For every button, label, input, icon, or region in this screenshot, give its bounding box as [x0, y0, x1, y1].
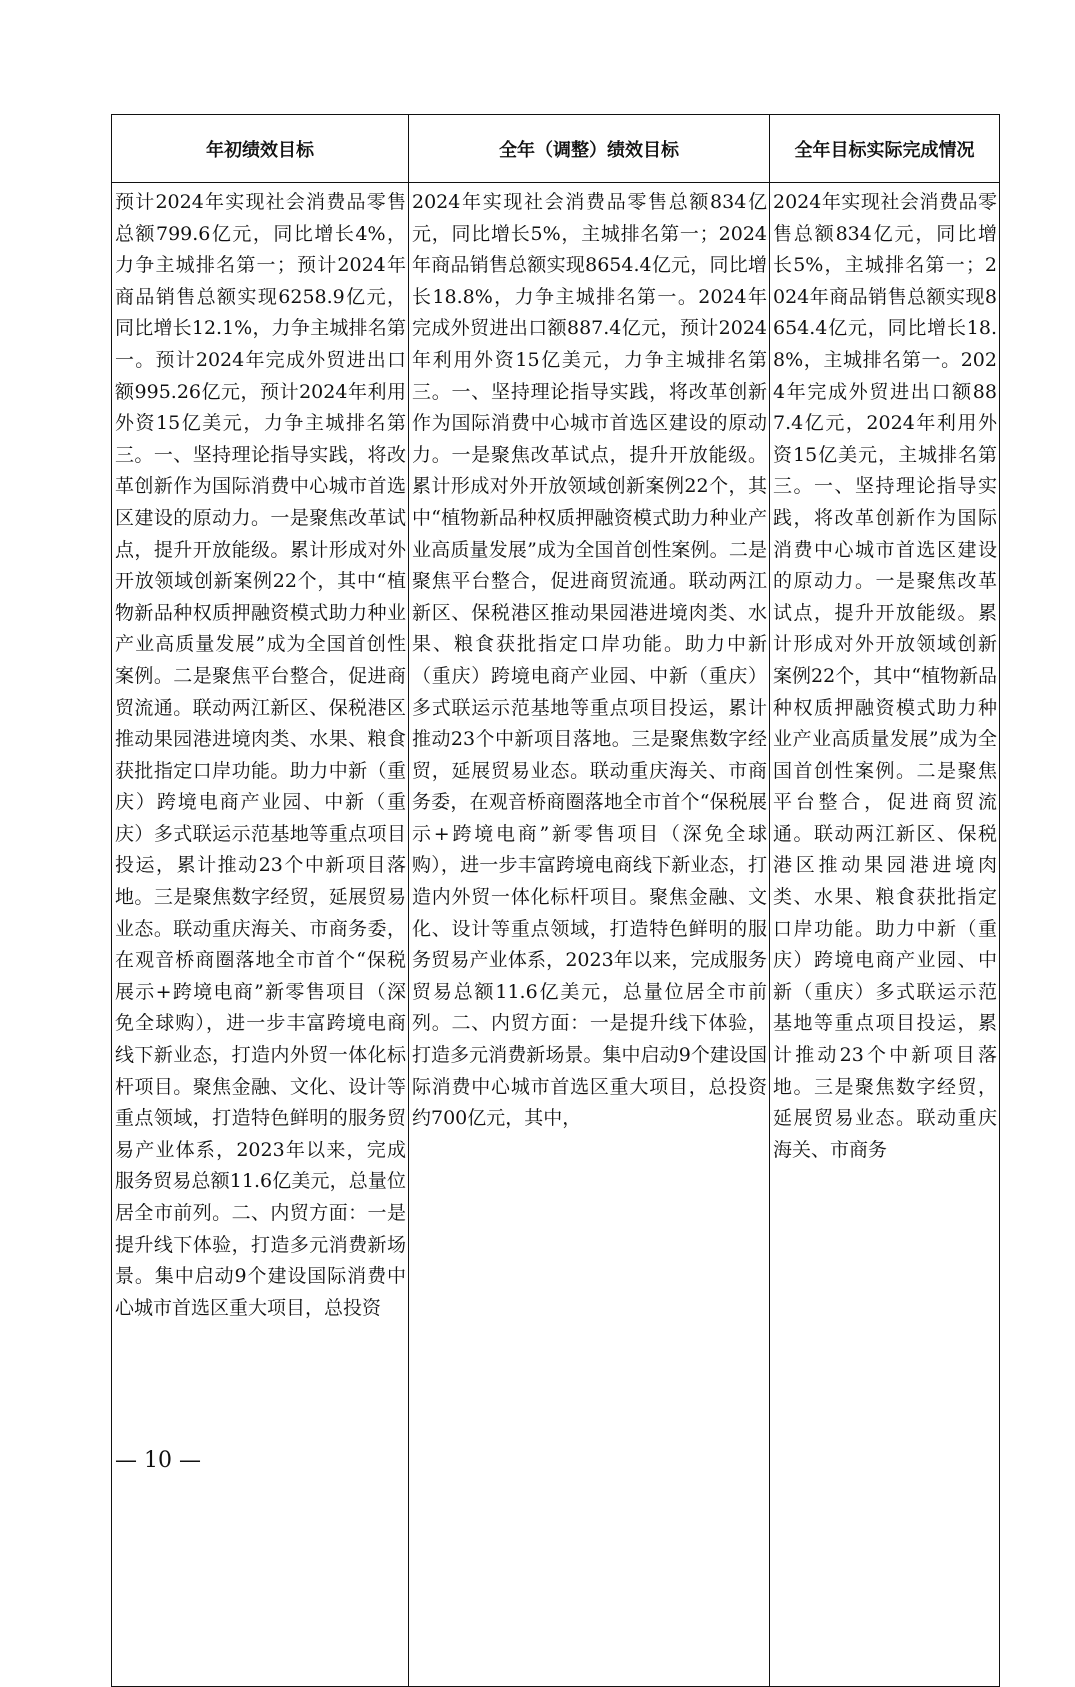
cell-adjusted-target: 2024年实现社会消费品零售总额834亿元，同比增长5%，主城排名第一；2024年商品销售总额实现8654.4亿元，同比增长18.8%，力争主城排名第一。2024年完成外贸进出口额887.4亿元，预计2024年利用外资15亿美元，力争主城排名第三。一、坚持理论指导实践，将改革创新作为国际消费中心城市首选区建设的原动力。一是聚焦改革试点，提升开放能级。累计形成对外开放领域创新案例22个，其中“植物新品种权质押融资模式助力种业产业高质量发展”成为全国首创性案例。二是聚焦平台整合，促进商贸流通。联动两江新区、保税港区推动果园港进境肉类、水果、粮食获批指定口岸功能。助力中新（重庆）跨境电商产业园、中新（重庆）多式联运示范基地等重点项目投运，累计推动23个中新项目落地。三是聚焦数字经贸，延展贸易业态。联动重庆海关、市商务委，在观音桥商圈落地全市首个“保税展示+跨境电商”新零售项目（深免全球购），进一步丰富跨境电商线下新业态，打造内外贸一体化标杆项目。聚焦金融、文化、设计等重点领域，打造特色鲜明的服务贸易产业体系，2023年以来，完成服务贸易总额11.6亿美元，总量位居全市前列。二、内贸方面：一是提升线下体验，打造多元消费新场景。集中启动9个建设国际消费中心城市首选区重大项目，总投资约700亿元，其中， [409, 183, 770, 1687]
header-adjusted-target: 全年（调整）绩效目标 [409, 115, 770, 183]
page-number: — 10 — [115, 1448, 201, 1473]
performance-target-table [111, 114, 1000, 1687]
table-header-row [112, 115, 1000, 183]
table-row [112, 183, 1000, 1687]
header-initial-target: 年初绩效目标 [112, 115, 409, 183]
cell-actual-completion: 2024年实现社会消费品零售总额834亿元，同比增长5%，主城排名第一；2024年商品销售总额实现8654.4亿元，同比增长18.8%，主城排名第一。2024年完成外贸进出口额887.4亿元，2024年利用外资15亿美元，主城排名第三。一、坚持理论指导实践，将改革创新作为国际消费中心城市首选区建设的原动力。一是聚焦改革试点，提升开放能级。累计形成对外开放领域创新案例22个，其中“植物新品种权质押融资模式助力种业产业高质量发展”成为全国首创性案例。二是聚焦平台整合，促进商贸流通。联动两江新区、保税港区推动果园港进境肉类、水果、粮食获批指定口岸功能。助力中新（重庆）跨境电商产业园、中新（重庆）多式联运示范基地等重点项目投运，累计推动23个中新项目落地。三是聚焦数字经贸，延展贸易业态。联动重庆海关、市商务 [770, 183, 1000, 1687]
header-actual-completion: 全年目标实际完成情况 [770, 115, 1000, 183]
cell-initial-target: 预计2024年实现社会消费品零售总额799.6亿元，同比增长4%，力争主城排名第一；预计2024年商品销售总额实现6258.9亿元，同比增长12.1%，力争主城排名第一。预计2024年完成外贸进出口额995.26亿元，预计2024年利用外资15亿美元，力争主城排名第三。一、坚持理论指导实践，将改革创新作为国际消费中心城市首选区建设的原动力。一是聚焦改革试点，提升开放能级。累计形成对外开放领域创新案例22个，其中“植物新品种权质押融资模式助力种业产业高质量发展”成为全国首创性案例。二是聚焦平台整合，促进商贸流通。联动两江新区、保税港区推动果园港进境肉类、水果、粮食获批指定口岸功能。助力中新（重庆）跨境电商产业园、中新（重庆）多式联运示范基地等重点项目投运，累计推动23个中新项目落地。三是聚焦数字经贸，延展贸易业态。联动重庆海关、市商务委，在观音桥商圈落地全市首个“保税展示+跨境电商”新零售项目（深免全球购），进一步丰富跨境电商线下新业态，打造内外贸一体化标杆项目。聚焦金融、文化、设计等重点领域，打造特色鲜明的服务贸易产业体系，2023年以来，完成服务贸易总额11.6亿美元，总量位居全市前列。二、内贸方面：一是提升线下体验，打造多元消费新场景。集中启动9个建设国际消费中心城市首选区重大项目，总投资 [112, 183, 409, 1687]
